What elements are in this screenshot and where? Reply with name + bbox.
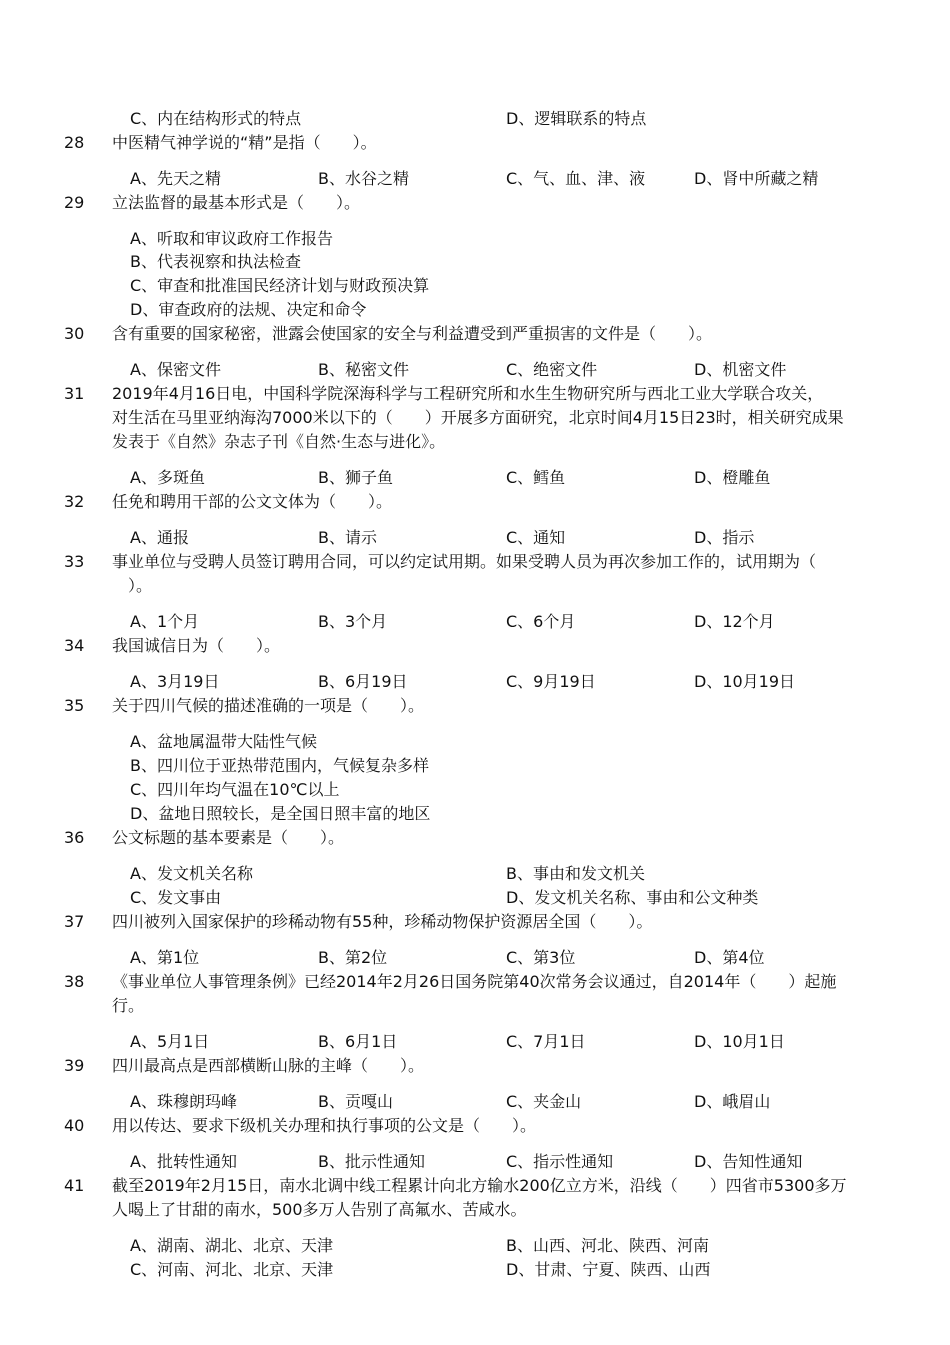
question-stem: 行。: [112, 996, 145, 1015]
question-line: [0, 1198, 950, 1222]
options-row: [0, 778, 950, 802]
answer-option: B、事由和发文机关: [506, 864, 645, 883]
question-number: 34: [64, 636, 85, 655]
question-stem: 对生活在马里亚纳海沟7000米以下的（ ）开展多方面研究，北京时间4月15日23时，相关研究成果: [112, 408, 844, 427]
options-row: [0, 274, 950, 298]
answer-option: C、通知: [506, 528, 566, 547]
answer-option: C、内在结构形式的特点: [130, 109, 302, 128]
question-line: [0, 131, 950, 155]
answer-option: B、秘密文件: [318, 360, 409, 379]
question-stem: 含有重要的国家秘密，泄露会使国家的安全与利益遭受到严重损害的文件是（ ）。: [112, 324, 713, 343]
answer-option: A、发文机关名称: [130, 864, 253, 883]
answer-option: D、峨眉山: [694, 1092, 771, 1111]
question-stem: ）。: [112, 576, 153, 595]
question-stem: 任免和聘用干部的公文文体为（ ）。: [112, 492, 393, 511]
question-stem: 事业单位与受聘人员签订聘用合同，可以约定试用期。如果受聘人员为再次参加工作的，试用期为（: [112, 552, 817, 571]
question-line: [0, 1054, 950, 1078]
question-number: 28: [64, 133, 85, 152]
options-row: [0, 526, 950, 550]
answer-option: C、河南、河北、北京、天津: [130, 1260, 334, 1279]
options-row: [0, 466, 950, 490]
answer-option: A、1个月: [130, 612, 200, 631]
answer-option: C、四川年均气温在10℃以上: [130, 780, 340, 799]
question-number: 36: [64, 828, 85, 847]
question-stem: 发表于《自然》杂志子刊《自然·生态与进化》。: [112, 432, 446, 451]
options-row: [0, 670, 950, 694]
answer-option: A、湖南、湖北、北京、天津: [130, 1236, 333, 1255]
answer-option: A、通报: [130, 528, 189, 547]
options-row: [0, 298, 950, 322]
question-stem: 我国诚信日为（ ）。: [112, 636, 281, 655]
question-number: 30: [64, 324, 85, 343]
question-stem: 《事业单位人事管理条例》已经2014年2月26日国务院第40次常务会议通过，自2014年（ ）起施: [112, 972, 837, 991]
question-line: [0, 191, 950, 215]
question-number: 41: [64, 1176, 85, 1195]
answer-option: C、第3位: [506, 948, 576, 967]
question-line: [0, 430, 950, 454]
answer-option: D、盆地日照较长，是全国日照丰富的地区: [130, 804, 431, 823]
question-line: [0, 970, 950, 994]
options-row: [0, 730, 950, 754]
answer-option: B、代表视察和执法检查: [130, 252, 301, 271]
answer-option: D、第4位: [694, 948, 765, 967]
question-line: [0, 406, 950, 430]
options-row: [0, 358, 950, 382]
answer-option: A、第1位: [130, 948, 200, 967]
answer-option: D、逻辑联系的特点: [506, 109, 647, 128]
answer-option: B、请示: [318, 528, 377, 547]
answer-option: C、6个月: [506, 612, 576, 631]
options-row: [0, 802, 950, 826]
answer-option: C、绝密文件: [506, 360, 598, 379]
question-number: 29: [64, 193, 85, 212]
question-line: [0, 910, 950, 934]
question-stem: 人喝上了甘甜的南水，500多万人告别了高氟水、苦咸水。: [112, 1200, 527, 1219]
options-row: [0, 1234, 950, 1258]
answer-option: A、珠穆朗玛峰: [130, 1092, 237, 1111]
answer-option: C、7月1日: [506, 1032, 586, 1051]
question-number: 33: [64, 552, 85, 571]
question-stem: 四川最高点是西部横断山脉的主峰（ ）。: [112, 1056, 425, 1075]
answer-option: D、审查政府的法规、决定和命令: [130, 300, 367, 319]
answer-option: D、10月19日: [694, 672, 796, 691]
question-line: [0, 826, 950, 850]
answer-option: C、气、血、津、液: [506, 169, 646, 188]
answer-option: C、审查和批准国民经济计划与财政预决算: [130, 276, 430, 295]
answer-option: D、指示: [694, 528, 755, 547]
answer-option: C、发文事由: [130, 888, 222, 907]
question-stem: 中医精气神学说的“精”是指（ ）。: [112, 133, 377, 152]
answer-option: A、听取和审议政府工作报告: [130, 229, 333, 248]
answer-option: A、先天之精: [130, 169, 221, 188]
question-line: [0, 490, 950, 514]
question-stem: 关于四川气候的描述准确的一项是（ ）。: [112, 696, 425, 715]
options-row: [0, 1030, 950, 1054]
answer-option: A、3月19日: [130, 672, 220, 691]
answer-option: C、9月19日: [506, 672, 596, 691]
answer-option: B、3个月: [318, 612, 388, 631]
answer-option: B、6月1日: [318, 1032, 398, 1051]
question-stem: 2019年4月16日电，中国科学院深海科学与工程研究所和水生生物研究所与西北工业大学联合攻关，: [112, 384, 824, 403]
answer-option: B、水谷之精: [318, 169, 409, 188]
answer-option: D、10月1日: [694, 1032, 785, 1051]
question-number: 38: [64, 972, 85, 991]
options-row: [0, 167, 950, 191]
answer-option: A、批转性通知: [130, 1152, 237, 1171]
answer-option: D、告知性通知: [694, 1152, 803, 1171]
options-row: [0, 754, 950, 778]
answer-option: D、发文机关名称、事由和公文种类: [506, 888, 759, 907]
answer-option: D、机密文件: [694, 360, 787, 379]
question-line: [0, 574, 950, 598]
options-row: [0, 946, 950, 970]
question-number: 31: [64, 384, 85, 403]
answer-option: C、鳕鱼: [506, 468, 566, 487]
options-row: [0, 1090, 950, 1114]
question-line: [0, 382, 950, 406]
options-row: [0, 227, 950, 251]
answer-option: C、指示性通知: [506, 1152, 614, 1171]
answer-option: D、肾中所藏之精: [694, 169, 819, 188]
options-row: [0, 1258, 950, 1282]
answer-option: A、多斑鱼: [130, 468, 205, 487]
options-row: [0, 610, 950, 634]
answer-option: A、保密文件: [130, 360, 221, 379]
answer-option: D、甘肃、宁夏、陕西、山西: [506, 1260, 711, 1279]
question-line: [0, 1174, 950, 1198]
question-stem: 公文标题的基本要素是（ ）。: [112, 828, 345, 847]
answer-option: A、盆地属温带大陆性气候: [130, 732, 317, 751]
question-stem: 用以传达、要求下级机关办理和执行事项的公文是（ ）。: [112, 1116, 537, 1135]
question-stem: 四川被列入国家保护的珍稀动物有55种，珍稀动物保护资源居全国（ ）。: [112, 912, 653, 931]
answer-option: B、批示性通知: [318, 1152, 425, 1171]
options-row: [0, 886, 950, 910]
options-row: [0, 107, 950, 131]
question-stem: 截至2019年2月15日，南水北调中线工程累计向北方输水200亿立方米，沿线（ ）四省市5300多万: [112, 1176, 847, 1195]
options-row: [0, 1150, 950, 1174]
question-line: [0, 694, 950, 718]
answer-option: B、6月19日: [318, 672, 408, 691]
question-line: [0, 994, 950, 1018]
answer-option: C、夹金山: [506, 1092, 582, 1111]
answer-option: B、狮子鱼: [318, 468, 393, 487]
question-number: 32: [64, 492, 85, 511]
question-number: 39: [64, 1056, 85, 1075]
options-row: [0, 862, 950, 886]
answer-option: D、橙雕鱼: [694, 468, 771, 487]
answer-option: B、山西、河北、陕西、河南: [506, 1236, 709, 1255]
answer-option: A、5月1日: [130, 1032, 210, 1051]
question-number: 35: [64, 696, 85, 715]
question-line: [0, 322, 950, 346]
question-number: 40: [64, 1116, 85, 1135]
question-line: [0, 634, 950, 658]
answer-option: B、四川位于亚热带范围内，气候复杂多样: [130, 756, 429, 775]
question-number: 37: [64, 912, 85, 931]
question-line: [0, 550, 950, 574]
answer-option: B、贡嘎山: [318, 1092, 393, 1111]
answer-option: B、第2位: [318, 948, 388, 967]
answer-option: D、12个月: [694, 612, 775, 631]
question-line: [0, 1114, 950, 1138]
options-row: [0, 250, 950, 274]
question-stem: 立法监督的最基本形式是（ ）。: [112, 193, 361, 212]
